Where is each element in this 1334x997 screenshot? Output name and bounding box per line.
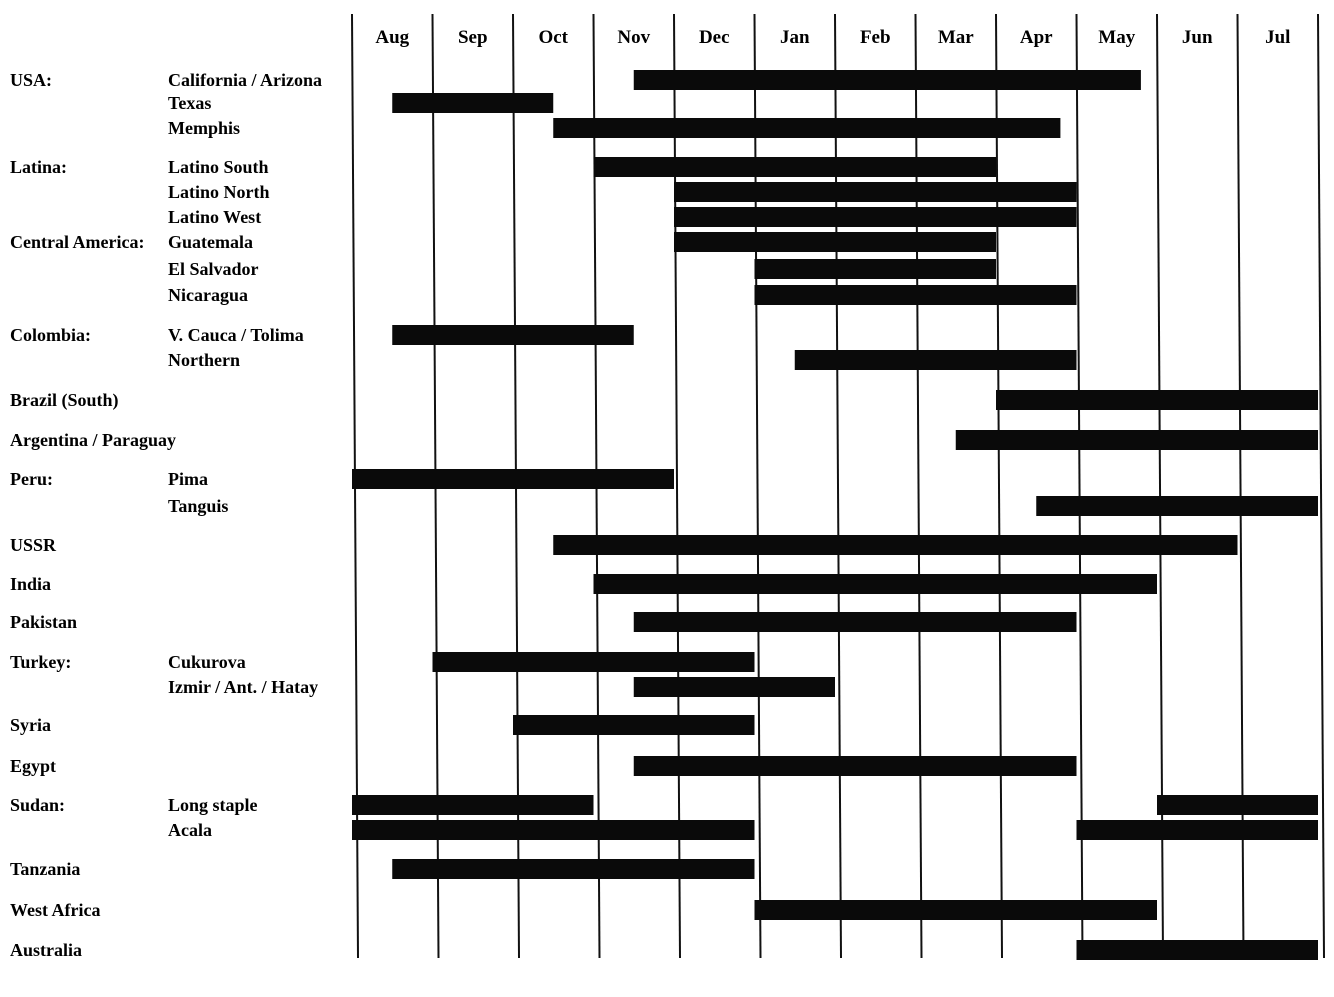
bar — [755, 285, 1077, 305]
region-label: Turkey: — [10, 652, 72, 672]
bar — [956, 430, 1318, 450]
bar — [996, 390, 1318, 410]
row-label: Northern — [168, 350, 240, 370]
bar — [392, 325, 634, 345]
region-label: West Africa — [10, 900, 101, 920]
bar — [594, 574, 1158, 594]
region-label: Pakistan — [10, 612, 78, 632]
month-label: Jul — [1265, 27, 1291, 48]
bar — [1077, 940, 1319, 960]
bar — [392, 93, 553, 113]
region-label: Central America: — [10, 232, 145, 252]
region-label: Brazil (South) — [10, 390, 119, 410]
gridline — [996, 14, 1002, 958]
region-label: India — [10, 574, 52, 594]
row-label: Latino West — [168, 207, 262, 227]
bar — [674, 207, 1077, 227]
gridline — [1157, 14, 1163, 958]
bar — [1157, 795, 1318, 815]
month-label: Nov — [617, 27, 651, 48]
bar — [352, 469, 674, 489]
month-label: Sep — [457, 27, 488, 48]
month-label: Apr — [1019, 27, 1053, 48]
bar — [352, 795, 594, 815]
row-label: Cukurova — [168, 652, 246, 672]
bar — [634, 612, 1077, 632]
bar — [755, 259, 997, 279]
bar — [674, 232, 996, 252]
bar — [433, 652, 755, 672]
month-label: Jan — [779, 27, 810, 48]
gridline — [916, 14, 922, 958]
row-label: Latino North — [168, 182, 270, 202]
bar — [634, 756, 1077, 776]
gridline — [1077, 14, 1083, 958]
region-label: USA: — [10, 70, 53, 90]
row-label: Memphis — [168, 118, 240, 138]
bar — [1077, 820, 1319, 840]
bar — [513, 715, 755, 735]
region-label: Argentina / Paraguay — [10, 430, 176, 450]
row-label: Pima — [168, 469, 208, 489]
region-label: Sudan: — [10, 795, 66, 815]
gridline — [1318, 14, 1324, 958]
month-label: Oct — [538, 27, 569, 48]
gridline — [755, 14, 761, 958]
gridline — [674, 14, 680, 958]
gridline — [835, 14, 841, 958]
row-label: California / Arizona — [168, 70, 322, 90]
gridline — [1238, 14, 1244, 958]
month-label: May — [1098, 27, 1136, 48]
bar — [392, 859, 754, 879]
bar — [352, 820, 755, 840]
region-label: Syria — [10, 715, 52, 735]
region-label: Peru: — [10, 469, 53, 489]
row-label: Latino South — [168, 157, 269, 177]
region-label: Colombia: — [10, 325, 91, 345]
month-label: Feb — [859, 27, 891, 48]
month-label: Dec — [698, 27, 730, 48]
bar — [553, 535, 1237, 555]
bar — [553, 118, 1060, 138]
row-label: Nicaragua — [168, 285, 248, 305]
row-label: Tanguis — [168, 496, 229, 516]
bar — [755, 900, 1158, 920]
region-label: USSR — [10, 535, 57, 555]
bar — [795, 350, 1077, 370]
row-label: Guatemala — [168, 232, 253, 252]
row-label: El Salvador — [168, 259, 259, 279]
region-label: Latina: — [10, 157, 68, 177]
region-label: Tanzania — [10, 859, 81, 879]
month-label: Aug — [375, 27, 410, 48]
region-label: Australia — [10, 940, 82, 960]
row-label: Acala — [168, 820, 212, 840]
bar — [1036, 496, 1318, 516]
bar — [634, 70, 1141, 90]
bar — [634, 677, 835, 697]
row-label: V. Cauca / Tolima — [168, 325, 304, 345]
row-labels — [10, 70, 322, 960]
month-label: Mar — [937, 27, 974, 48]
bar — [594, 157, 997, 177]
row-label: Texas — [168, 93, 212, 113]
region-label: Egypt — [10, 756, 57, 776]
bars-layer — [352, 70, 1318, 960]
row-label: Long staple — [168, 795, 258, 815]
month-label: Jun — [1181, 27, 1213, 48]
row-label: Izmir / Ant. / Hatay — [168, 677, 319, 697]
bar — [674, 182, 1077, 202]
